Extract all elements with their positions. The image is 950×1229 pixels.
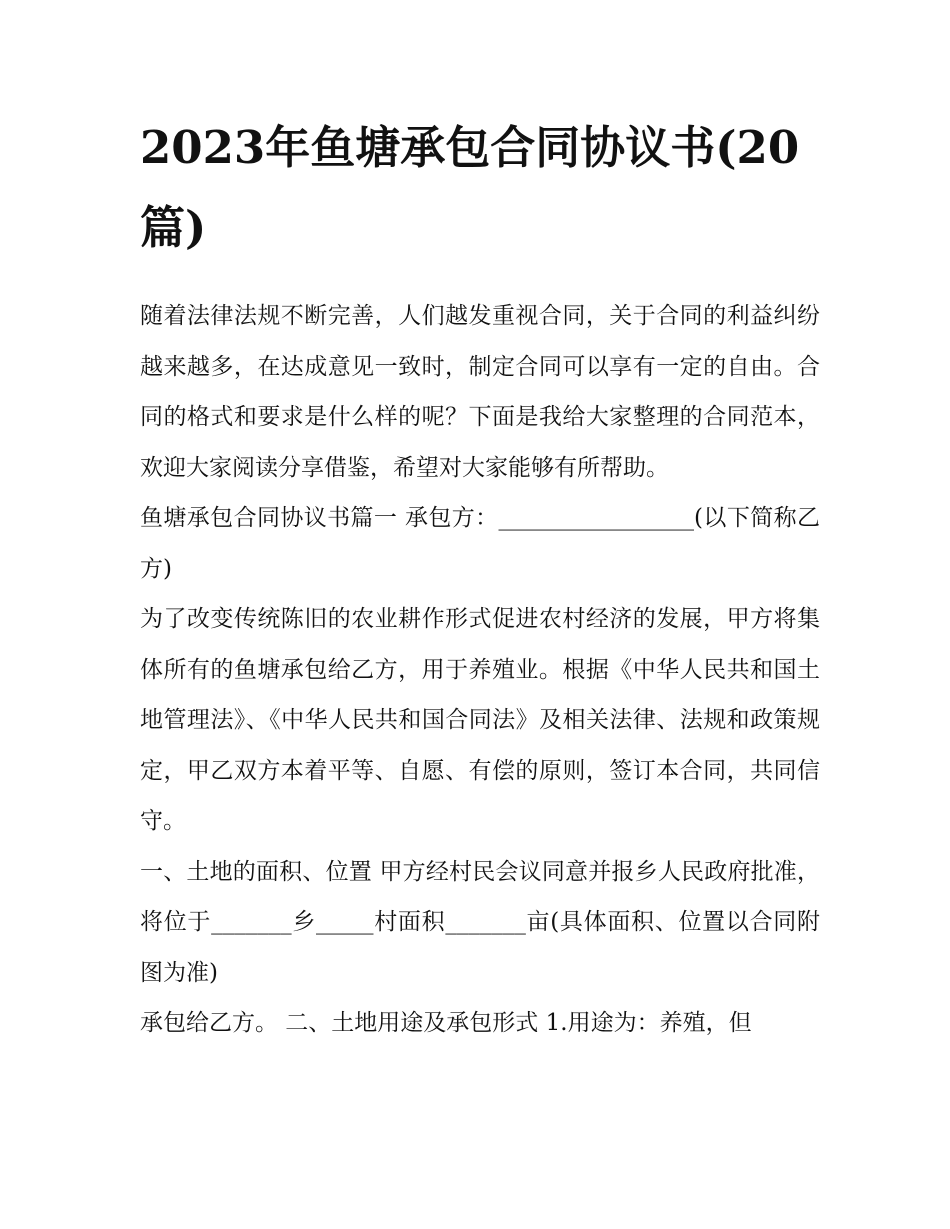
contract-purpose-paragraph: 为了改变传统陈旧的农业耕作形式促进农村经济的发展，甲方将集体所有的鱼塘承包给乙方，用于养殖业。根据《中华人民共和国土地管理法》、《中华人民共和国合同法》及相关法律、法规和政策规定，甲乙双方本着平等、自愿、有偿的原则，签订本合同，共同信守。	[140, 606, 820, 834]
contract-party-paragraph: 鱼塘承包合同协议书篇一 承包方：_________________(以下简称乙方)	[140, 505, 820, 582]
land-use-paragraph: 承包给乙方。 二、土地用途及承包形式 1.用途为：养殖，但	[140, 1010, 752, 1036]
intro-paragraph: 随着法律法规不断完善，人们越发重视合同，关于合同的利益纠纷越来越多，在达成意见一致时，制定合同可以享有一定的自由。合同的格式和要求是什么样的呢？下面是我给大家整理的合同范本，欢迎大家阅读分享借鉴，希望对大家能够有所帮助。	[140, 303, 820, 481]
land-area-location-paragraph: 一、土地的面积、位置 甲方经村民会议同意并报乡人民政府批准，将位于_______乡_____村面积_______亩(具体面积、位置以合同附图为准)	[140, 858, 820, 986]
document-content	[140, 108, 820, 1049]
document-title: 2023年鱼塘承包合同协议书(20篇)	[140, 121, 800, 254]
